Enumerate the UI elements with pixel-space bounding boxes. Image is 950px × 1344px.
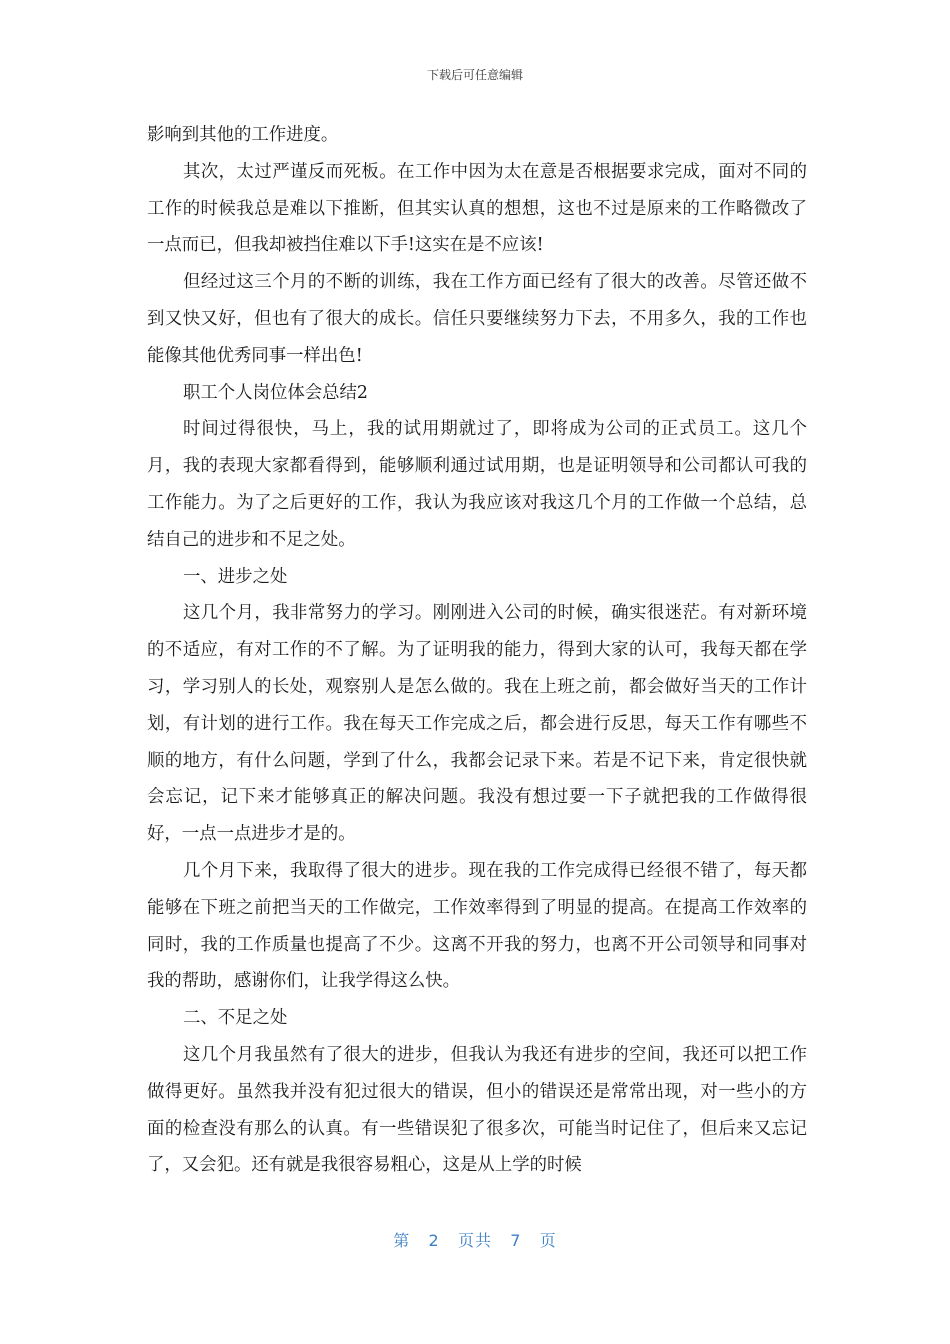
paragraph: 影响到其他的工作进度。: [147, 125, 339, 145]
paragraph: 几个月下来，我取得了很大的进步。现在我的工作完成得已经很不错了，每天都能够在下班之前把当天的工作做完，工作效率得到了明显的提高。在提高工作效率的同时，我的工作质量也提高了不少。这离不开我的努力，也离不开公司领导和同事对我的帮助，感谢你们，让我学得这么快。: [147, 860, 807, 992]
footer-total-pages: 7: [510, 1231, 522, 1250]
footer-page-number: 2: [428, 1231, 440, 1250]
document-body: [147, 117, 807, 1184]
page-header: 下载后可任意编辑: [426, 68, 523, 82]
paragraph: 但经过这三个月的不断的训练，我在工作方面已经有了很大的改善。尽管还做不到又快又好，但也有了很大的成长。信任只要继续努力下去，不用多久，我的工作也能像其他优秀同事一样出色!: [147, 272, 807, 366]
footer-suffix: 页: [539, 1231, 557, 1250]
paragraph: 时间过得很快，马上，我的试用期就过了，即将成为公司的正式员工。这几个月，我的表现大家都看得到，能够顺利通过试用期，也是证明领导和公司都认可我的工作能力。为了之后更好的工作，我认为我应该对我这几个月的工作做一个总结，总结自己的进步和不足之处。: [147, 419, 807, 550]
page-footer: [0, 1228, 950, 1251]
paragraph: 这几个月，我非常努力的学习。刚刚进入公司的时候，确实很迷茫。有对新环境的不适应，有对工作的不了解。为了证明我的能力，得到大家的认可，我每天都在学习，学习别人的长处，观察别人是怎么做的。我在上班之前，都会做好当天的工作计划，有计划的进行工作。我在每天工作完成之后，都会进行反思，每天工作有哪些不顺的地方，有什么问题，学到了什么，我都会记录下来。若是不记下来，肯定很快就会忘记，记下来才能够真正的解决问题。我没有想过要一下子就把我的工作做得很好，一点一点进步才是的。: [147, 603, 807, 845]
footer-middle: 页共: [457, 1231, 492, 1250]
footer-prefix: 第: [393, 1231, 411, 1250]
section-heading: 二、不足之处: [183, 1008, 288, 1029]
section-heading: 职工个人岗位体会总结2: [183, 382, 368, 403]
section-heading: 一、进步之处: [183, 566, 288, 587]
paragraph: 其次，太过严谨反而死板。在工作中因为太在意是否根据要求完成，面对不同的工作的时候我总是难以下推断，但其实认真的想想，这也不过是原来的工作略微改了一点而已，但我却被挡住难以下手!这实在是不应该!: [147, 161, 807, 256]
paragraph: 这几个月我虽然有了很大的进步，但我认为我还有进步的空间，我还可以把工作做得更好。虽然我并没有犯过很大的错误，但小的错误还是常常出现，对一些小的方面的检查没有那么的认真。有一些错误犯了很多次，可能当时记住了，但后来又忘记了，又会犯。还有就是我很容易粗心，这是从上学的时候: [147, 1044, 807, 1176]
